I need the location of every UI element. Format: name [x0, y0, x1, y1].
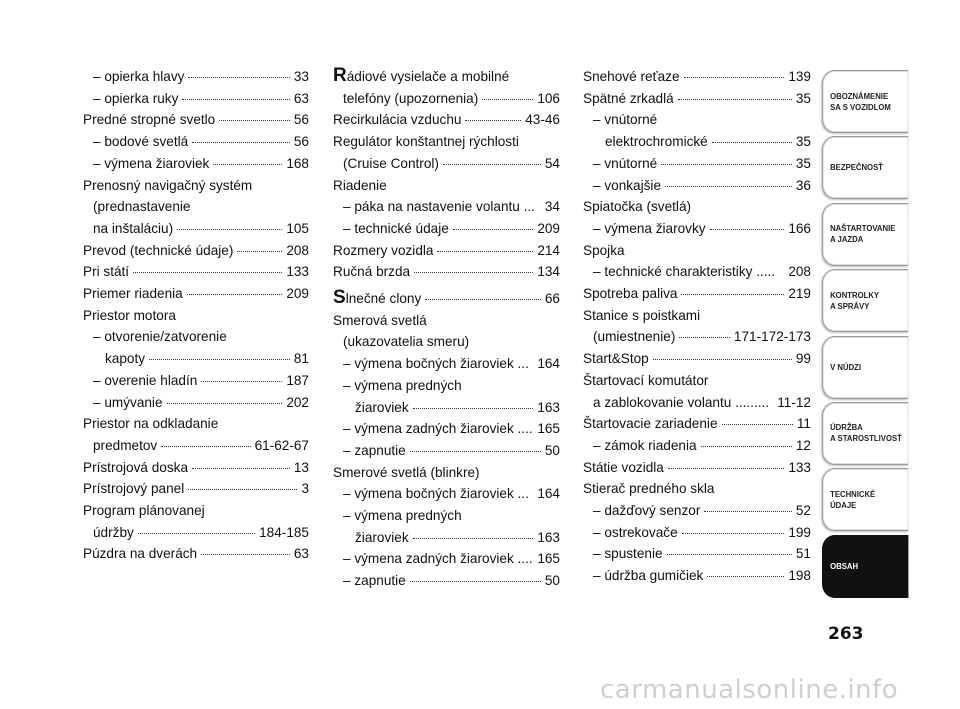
page-ref: 56 — [293, 112, 309, 128]
index-entry — [83, 392, 309, 414]
page-ref: 34 — [544, 199, 560, 215]
index-entry — [83, 240, 309, 262]
page-ref: 165 — [537, 551, 560, 567]
entry-text: – opierka hlavy — [93, 69, 185, 84]
entry-text: – výmena žiaroviek — [93, 155, 210, 171]
index-entry — [83, 457, 309, 479]
chapter-tab[interactable] — [822, 203, 908, 266]
page-ref: 209 — [537, 220, 560, 236]
entry-text: Regulátor konštantnej rýchlosti — [333, 134, 519, 150]
entry-text: – dažďový senzor — [593, 503, 701, 519]
index-entry — [83, 500, 309, 543]
entry-text: Stierač predného skla — [583, 481, 715, 497]
entry-text: Pri státí — [83, 264, 130, 280]
page-ref: 168 — [286, 155, 309, 171]
page-ref: 3 — [301, 481, 309, 497]
dot-leader — [237, 251, 282, 252]
index-entry — [83, 66, 309, 88]
index-entry — [333, 109, 560, 131]
entry-text: – umývanie — [93, 394, 163, 410]
entry-text: Smerová svetlá — [333, 312, 427, 328]
index-entry — [333, 462, 560, 484]
dot-leader — [701, 446, 792, 447]
entry-text: – páka na nastavenie volantu ... — [343, 199, 535, 215]
page-ref: 12 — [795, 437, 811, 453]
entry-text: – výmena bočných žiaroviek ... — [343, 356, 529, 372]
entry-text: Prenosný navigačný systém — [83, 177, 253, 193]
chapter-tab-label: ÚDRŽBA A STAROSTLIVOSŤ — [830, 422, 902, 444]
page-ref: 81 — [293, 351, 309, 367]
entry-text: Program plánovanej — [83, 503, 205, 519]
dot-leader — [681, 294, 784, 295]
dot-leader — [425, 299, 541, 300]
entry-text: Prevod (technické údaje) — [83, 242, 234, 258]
index-entry — [583, 500, 811, 522]
dot-leader — [133, 272, 282, 273]
entry-text: – vnútorné — [593, 155, 658, 171]
chapter-tab-label: NAŠTARTOVANIE A JAZDA — [830, 223, 896, 245]
page-ref: 56 — [293, 134, 309, 150]
page-ref: 50 — [544, 442, 560, 458]
index-entry — [583, 543, 811, 565]
dot-leader — [192, 468, 290, 469]
watermark: carmanualsonline.info — [600, 675, 899, 705]
dot-leader — [707, 576, 784, 577]
index-entry — [583, 522, 811, 544]
chapter-tab[interactable] — [822, 402, 908, 465]
dot-leader — [188, 77, 289, 78]
chapter-tab[interactable] — [822, 70, 908, 133]
entry-text: Štartovací komutátor — [583, 372, 709, 388]
index-entry — [583, 261, 811, 283]
entry-text: žiaroviek — [355, 399, 409, 415]
page-ref: 171-172-173 — [733, 329, 811, 345]
index-entry — [333, 418, 560, 440]
entry-text: – výmena zadných žiaroviek .... — [343, 551, 533, 567]
dot-leader — [710, 229, 785, 230]
index-entry — [583, 109, 811, 152]
index-entry — [333, 218, 560, 240]
entry-text: Priemer riadenia — [83, 286, 183, 302]
dot-leader — [192, 142, 290, 143]
page-ref: 208 — [788, 264, 811, 280]
page-ref: 219 — [788, 286, 811, 302]
dot-leader — [410, 581, 541, 582]
dot-leader — [443, 164, 541, 165]
index-entry — [83, 283, 309, 305]
entry-text: – zámok riadenia — [593, 437, 697, 453]
dot-leader — [682, 533, 785, 534]
dot-leader — [167, 403, 283, 404]
chapter-tab-label: KONTROLKY A SPRÁVY — [830, 289, 880, 311]
entry-text: – zapnutie — [343, 573, 406, 589]
page-ref: 139 — [788, 69, 811, 84]
dot-leader — [410, 451, 541, 452]
page-ref: 208 — [286, 242, 309, 258]
page-ref: 11-12 — [777, 394, 811, 410]
index-entry — [83, 305, 309, 327]
entry-text: Spotreba paliva — [583, 286, 678, 302]
dot-leader — [668, 468, 784, 469]
entry-text: – spustenie — [593, 546, 663, 562]
entry-text: (umiestnenie) — [593, 329, 676, 345]
page-ref: 165 — [537, 421, 560, 437]
page-ref: 164 — [537, 356, 560, 372]
index-column-2 — [333, 66, 560, 592]
page-number: 263 — [828, 624, 864, 644]
index-entry — [333, 548, 560, 570]
index-entry — [583, 413, 811, 435]
entry-text: Rozmery vozidla — [333, 242, 434, 258]
dot-leader — [182, 99, 289, 100]
dot-leader — [712, 142, 792, 143]
index-entry — [333, 196, 560, 218]
index-entry — [583, 565, 811, 587]
index-entry — [83, 413, 309, 456]
page-ref: 63 — [293, 546, 309, 562]
page-ref: 51 — [795, 546, 811, 562]
chapter-tab-label: BEZPEČNOSŤ — [830, 162, 883, 173]
index-entry — [83, 370, 309, 392]
dot-leader — [465, 120, 521, 121]
page-ref: 133 — [788, 459, 811, 475]
entry-text: elektrochromické — [605, 134, 708, 150]
index-entry — [333, 483, 560, 505]
entry-text: (prednastavenie — [93, 199, 191, 215]
entry-text: – vonkajšie — [593, 177, 662, 193]
entry-text: Prístrojová doska — [83, 459, 189, 475]
index-entry — [583, 66, 811, 88]
page-ref: 11 — [796, 416, 811, 432]
page-ref: 164 — [537, 486, 560, 502]
index-entry — [583, 478, 811, 500]
page-ref: 35 — [795, 90, 811, 106]
page-ref: 50 — [544, 573, 560, 589]
index-entry — [83, 261, 309, 283]
dot-leader — [482, 99, 533, 100]
page-ref: 99 — [795, 351, 811, 367]
page-ref: 199 — [788, 524, 811, 540]
entry-text: – zapnutie — [343, 442, 406, 458]
dot-leader — [177, 229, 282, 230]
index-entry — [83, 131, 309, 153]
page-ref: 66 — [544, 291, 560, 307]
entry-text: ádiové vysielače a mobilné — [346, 69, 510, 84]
chapter-tabs — [822, 70, 918, 601]
page-ref: 13 — [293, 459, 309, 475]
index-entry — [83, 88, 309, 110]
index-entry — [333, 310, 560, 353]
index-entry — [333, 375, 560, 418]
page-ref: 52 — [795, 503, 811, 519]
page-ref: 214 — [537, 242, 560, 258]
entry-text: – výmena žiarovky — [593, 220, 706, 236]
entry-text: Spiatočka (svetlá) — [583, 199, 692, 215]
entry-text: Spätné zrkadlá — [583, 90, 674, 106]
index-entry — [83, 175, 309, 240]
dot-leader — [201, 381, 282, 382]
chapter-tab[interactable] — [822, 136, 908, 199]
entry-text: – údržba gumičiek — [593, 568, 704, 584]
entry-text: telefóny (upozornenia) — [343, 90, 479, 106]
index-entry — [583, 218, 811, 240]
dot-leader — [667, 554, 792, 555]
chapter-tab-label: OBOZNÁMENIE SA S VOZIDLOM — [830, 90, 891, 112]
page-ref: 184-185 — [259, 524, 309, 540]
entry-text: Prístrojový panel — [83, 481, 185, 497]
page-ref: 134 — [537, 264, 560, 280]
page-ref: 43-46 — [525, 112, 560, 128]
entry-text: – otvorenie/zatvorenie — [93, 329, 227, 345]
entry-text: Predné stropné svetlo — [83, 112, 216, 128]
page-ref: 163 — [537, 529, 560, 545]
page-ref: 133 — [286, 264, 309, 280]
index-entry — [583, 305, 811, 348]
entry-text: – technické údaje — [343, 220, 449, 236]
entry-text: Priestor na odkladanie — [83, 416, 219, 432]
entry-text: – ostrekovače — [593, 524, 678, 540]
entry-text: – vnútorné — [593, 112, 658, 128]
page-ref: 35 — [795, 155, 811, 171]
index-entry — [583, 435, 811, 457]
entry-text: na inštaláciu) — [93, 220, 174, 236]
chapter-tab[interactable] — [822, 269, 908, 332]
dot-leader — [213, 164, 282, 165]
chapter-tab-label: V NÚDZI — [830, 361, 862, 372]
index-entry — [583, 370, 811, 413]
page-ref: 163 — [537, 399, 560, 415]
dot-leader — [665, 186, 792, 187]
section-initial: R — [333, 65, 347, 86]
index-entry — [583, 283, 811, 305]
page-ref: 187 — [286, 372, 309, 388]
index-entry — [83, 326, 309, 369]
index-entry — [583, 88, 811, 110]
dot-leader — [187, 294, 283, 295]
entry-text: (ukazovatelia smeru) — [343, 334, 470, 350]
page-ref: 61-62-67 — [254, 437, 309, 453]
index-entry — [583, 348, 811, 370]
page-ref: 36 — [795, 177, 811, 193]
dot-leader — [661, 164, 792, 165]
page-ref: 105 — [286, 220, 309, 236]
entry-text: údržby — [93, 524, 134, 540]
entry-text: Riadenie — [333, 177, 387, 193]
entry-text: Priestor motora — [83, 307, 176, 323]
dot-leader — [414, 272, 533, 273]
entry-text: – overenie hladín — [93, 372, 198, 388]
index-column-1 — [83, 66, 309, 565]
entry-text: Recirkulácia vzduchu — [333, 112, 462, 128]
index-entry — [333, 240, 560, 262]
dot-leader — [722, 424, 793, 425]
dot-leader — [679, 337, 730, 338]
page-ref: 33 — [293, 69, 309, 84]
page-ref: 202 — [286, 394, 309, 410]
chapter-tab[interactable] — [822, 336, 908, 399]
dot-leader — [413, 408, 534, 409]
dot-leader — [653, 359, 792, 360]
entry-text: kapoty — [105, 351, 146, 367]
entry-text: Snehové reťaze — [583, 69, 680, 84]
entry-text: Smerové svetlá (blinkre) — [333, 464, 480, 480]
entry-text: – technické charakteristiky ..... — [593, 264, 776, 280]
page-ref: 166 — [788, 220, 811, 236]
index-entry — [333, 175, 560, 197]
index-entry — [583, 153, 811, 175]
index-entry — [583, 240, 811, 262]
index-entry — [583, 196, 811, 218]
dot-leader — [678, 99, 792, 100]
dot-leader — [704, 511, 792, 512]
entry-text: Púzdra na dverách — [83, 546, 198, 562]
page-ref: 35 — [795, 134, 811, 150]
entry-text: žiaroviek — [355, 529, 409, 545]
entry-text: Start&Stop — [583, 351, 649, 367]
entry-text: lnečné clony — [345, 291, 422, 307]
chapter-tab[interactable] — [822, 468, 908, 531]
entry-text: (Cruise Control) — [343, 155, 439, 171]
page-ref: 198 — [788, 568, 811, 584]
dot-leader — [138, 533, 255, 534]
chapter-tab[interactable] — [822, 535, 908, 598]
index-entry — [83, 543, 309, 565]
entry-text: Stanice s poistkami — [583, 307, 701, 323]
dot-leader — [219, 120, 290, 121]
entry-text: Štartovacie zariadenie — [583, 416, 718, 432]
page-ref: 209 — [286, 286, 309, 302]
entry-text: – výmena predných — [343, 377, 462, 393]
entry-text: Spojka — [583, 242, 625, 258]
index-entry — [83, 109, 309, 131]
dot-leader — [684, 77, 785, 78]
index-entry — [83, 478, 309, 500]
dot-leader — [188, 489, 297, 490]
index-entry — [333, 353, 560, 375]
index-entry — [583, 457, 811, 479]
index-entry — [333, 131, 560, 174]
dot-leader — [453, 229, 534, 230]
index-entry — [333, 288, 560, 310]
index-entry — [333, 505, 560, 548]
index-column-3 — [583, 66, 811, 587]
section-initial: S — [333, 287, 346, 309]
entry-text: – bodové svetlá — [93, 134, 189, 150]
entry-text: – opierka ruky — [93, 90, 179, 106]
chapter-tab-label: OBSAH — [830, 560, 859, 571]
index-entry — [83, 153, 309, 175]
index-entry — [333, 570, 560, 592]
page-ref: 106 — [537, 90, 560, 106]
index-entry — [583, 175, 811, 197]
entry-text: – výmena predných — [343, 508, 462, 524]
entry-text: predmetov — [93, 437, 158, 453]
entry-text: Státie vozidla — [583, 459, 664, 475]
entry-text: – výmena bočných žiaroviek ... — [343, 486, 529, 502]
page-ref: 63 — [293, 90, 309, 106]
page-ref: 54 — [544, 155, 560, 171]
dot-leader — [149, 359, 290, 360]
entry-text: – výmena zadných žiaroviek .... — [343, 421, 533, 437]
dot-leader — [201, 554, 290, 555]
entry-text: Ručná brzda — [333, 264, 411, 280]
dot-leader — [161, 446, 250, 447]
index-entry — [333, 440, 560, 462]
entry-text: a zablokovanie volantu ......... — [593, 394, 770, 410]
index-entry — [333, 66, 560, 109]
dot-leader — [413, 538, 534, 539]
chapter-tab-label: TECHNICKÉ ÚDAJE — [830, 488, 876, 510]
index-entry — [333, 261, 560, 283]
dot-leader — [437, 251, 533, 252]
